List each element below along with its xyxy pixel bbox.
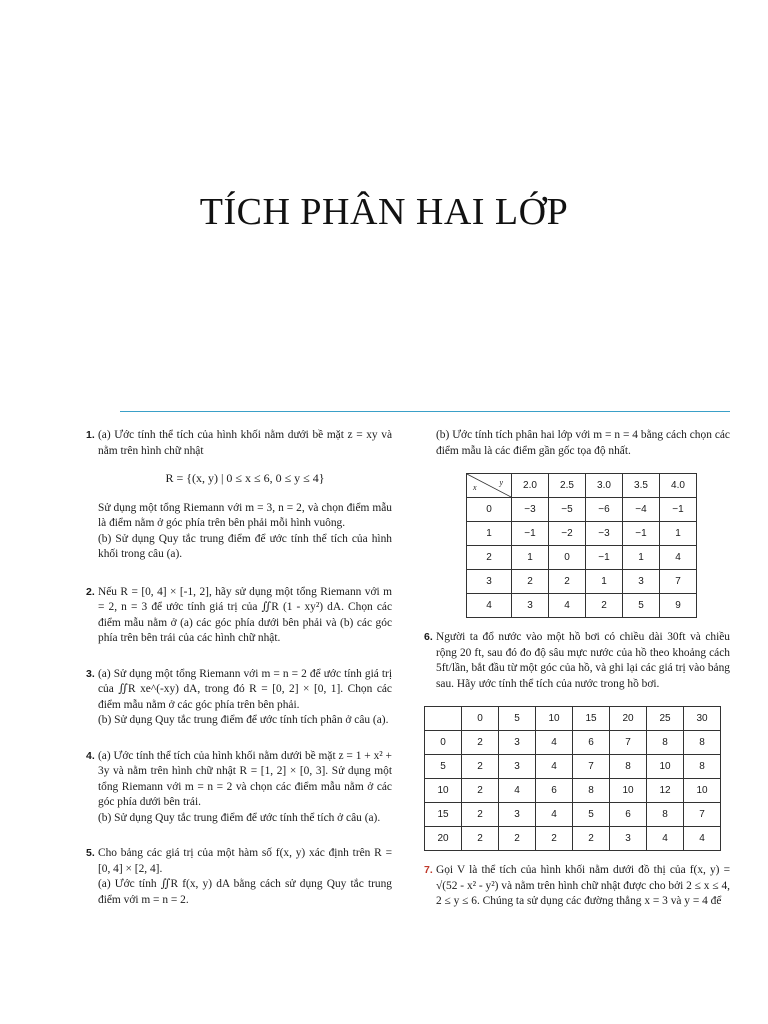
table-cell: 3 [499,731,536,755]
problem-5 [86,846,392,908]
table-row [425,755,721,779]
table-row-label: 20 [425,827,462,851]
table-cell: 8 [647,731,684,755]
table-header-cell: 30 [684,707,721,731]
problem-3 [86,667,392,729]
table-cell: 6 [573,731,610,755]
table-cell: −3 [512,498,549,522]
table-row-label: 1 [467,522,512,546]
problem-number: 2. [86,585,95,598]
values-table-problem-5 [466,473,697,618]
table-row [467,522,697,546]
table-header-cell: 3.0 [586,474,623,498]
table-cell: 5 [623,594,660,618]
table-cell: 4 [536,755,573,779]
table-row-label: 5 [425,755,462,779]
table-row [425,803,721,827]
table-cell: 6 [610,803,647,827]
table-row [467,570,697,594]
table-header-cell: 3.5 [623,474,660,498]
problem-number: 7. [424,864,433,876]
table-cell: 2 [499,827,536,851]
table-cell: 8 [573,779,610,803]
table-header-cell: 2.5 [549,474,586,498]
table-cell: 2 [536,827,573,851]
table-cell: −1 [660,498,697,522]
problem-text: Nếu R = [0, 4] × [-1, 2], hãy sử dụng một tổng Riemann với m = 2, n = 3 để ước tính giá trị của ∬R (1 - xy²) dA. Chọn các điểm mẫu nằm ở (a) các góc phía dưới bên phải và (b) các góc phía trên bên trái của các hình chữ nhật. [98,585,392,644]
table-header-cell: 15 [573,707,610,731]
depth-table-problem-6 [424,706,721,851]
problem-text: (a) Ước tính thể tích của hình khối nằm dưới bề mặt z = xy và nằm trên hình chữ nhật [98,429,392,457]
table-cell: 2 [549,570,586,594]
problem-text: (a) Ước tính ∬R f(x, y) dA bằng cách sử dụng Quy tắc trung điểm với m = n = 2. [98,878,392,906]
problem-2 [86,585,392,647]
table-header-cell: 25 [647,707,684,731]
region-formula: R = {(x, y) | 0 ≤ x ≤ 6, 0 ≤ y ≤ 4} [165,471,325,485]
problem-number: 4. [86,749,95,762]
table-header-cell: 10 [536,707,573,731]
table-row [425,779,721,803]
table-cell: 1 [660,522,697,546]
table-cell: 2 [462,827,499,851]
table-cell: 3 [623,570,660,594]
left-column [86,428,392,922]
table-row [425,827,721,851]
table-header-cell: 5 [499,707,536,731]
table-row [467,546,697,570]
table-cell: 10 [684,779,721,803]
table-cell: 2 [462,755,499,779]
table-corner-cell [425,707,462,731]
problem-6 [424,630,730,692]
table-cell: 1 [512,546,549,570]
table-header-row [425,707,721,731]
table-row-label: 4 [467,594,512,618]
table-cell: 10 [647,755,684,779]
table-cell: −1 [512,522,549,546]
table-cell: −6 [586,498,623,522]
table-cell: 8 [684,755,721,779]
page-title: TÍCH PHÂN HAI LỚP [199,191,569,233]
table-row-label: 10 [425,779,462,803]
table-cell: 12 [647,779,684,803]
table-cell: 10 [610,779,647,803]
table-cell: 7 [660,570,697,594]
table-row [467,498,697,522]
table-cell: 7 [610,731,647,755]
table-cell: −5 [549,498,586,522]
table-row-label: 0 [425,731,462,755]
problem-5b [424,428,730,459]
problem-1 [86,428,392,563]
problem-text: Cho bảng các giá trị của một hàm số f(x, y) xác định trên R = [0, 4] × [2, 4]. [98,847,392,875]
table-header-row [467,474,697,498]
table-row-label: 0 [467,498,512,522]
table-cell: 7 [684,803,721,827]
table-cell: 4 [536,731,573,755]
table-cell: 1 [586,570,623,594]
table-cell: 8 [647,803,684,827]
table-cell: 4 [549,594,586,618]
problem-text: (a) Sử dụng một tổng Riemann với m = n = 2 để ước tính giá trị của ∬R xe^(-xy) dA, trong đó R = [0, 2] × [0, 1]. Chọn các điểm mẫu nằm ở các góc phía trên bên phải. [98,667,392,711]
table-cell: −1 [623,522,660,546]
problem-text: (b) Sử dụng Quy tắc trung điểm để ước tính thể tích của hình khối trong câu (a). [98,532,392,560]
table-cell: 4 [660,546,697,570]
table-cell: 6 [536,779,573,803]
table-cell: 4 [499,779,536,803]
table-cell: −2 [549,522,586,546]
table-cell: 4 [647,827,684,851]
table-cell: 1 [623,546,660,570]
table-cell: 5 [573,803,610,827]
problem-text: Gọi V là thể tích của hình khối nằm dưới đồ thị của f(x, y) = √(52 - x² - y²) và nằm trên hình chữ nhật được cho bởi 2 ≤ x ≤ 4, 2 ≤ y ≤ 6. Chúng ta sử dụng các đường thẳng x = 3 và y = 4 để [436,864,730,907]
table-cell: −1 [586,546,623,570]
problem-number: 3. [86,667,95,680]
table-row-label: 3 [467,570,512,594]
problem-number: 5. [86,847,95,859]
table-row [467,594,697,618]
table-cell: 2 [573,827,610,851]
table-header-cell: 4.0 [660,474,697,498]
table-cell: 2 [512,570,549,594]
table-cell: 2 [462,803,499,827]
problem-text: Sử dụng một tổng Riemann với m = 3, n = 2, và chọn điểm mẫu là điểm nằm ở góc phía trên bên phải mỗi hình vuông. [98,501,392,529]
table-cell: 0 [549,546,586,570]
problem-text: (a) Ước tính thể tích của hình khối nằm dưới bề mặt z = 1 + x² + 3y và nằm trên hình chữ nhật R = [1, 2] × [0, 3]. Sử dụng một tổng Riemann với m = n = 2 và chọn các điểm mẫu nằm ở các góc phía dưới bên trái. [98,749,392,808]
table-cell: 3 [512,594,549,618]
table-cell: 3 [499,803,536,827]
problem-number: 1. [86,429,95,441]
section-divider [120,411,730,412]
corner-y-label: y [499,478,503,487]
problem-text: (b) Sử dụng Quy tắc trung điểm để ước tính thể tích ở câu (a). [98,811,381,824]
problem-text: (b) Ước tính tích phân hai lớp với m = n = 4 bằng cách chọn các điểm mẫu là các điểm gần gốc tọa độ nhất. [436,429,730,457]
table-header-cell: 0 [462,707,499,731]
table-cell: 2 [462,731,499,755]
table-corner-cell [467,474,512,498]
problem-number: 6. [424,631,433,643]
problem-text: (b) Sử dụng Quy tắc trung điểm để ước tính tích phân ở câu (a). [98,714,389,726]
table-header-cell: 20 [610,707,647,731]
table-cell: −4 [623,498,660,522]
table-cell: 8 [684,731,721,755]
problem-4 [86,749,392,827]
table-cell: 4 [684,827,721,851]
table-cell: −3 [586,522,623,546]
table-cell: 3 [499,755,536,779]
right-column [424,428,730,924]
table-cell: 2 [462,779,499,803]
table-cell: 2 [586,594,623,618]
table-row-label: 15 [425,803,462,827]
table-cell: 3 [610,827,647,851]
table-cell: 4 [536,803,573,827]
table-cell: 9 [660,594,697,618]
problem-text: Người ta đổ nước vào một hồ bơi có chiều dài 30ft và chiều rộng 20 ft, sau đó đo độ sâu mực nước của hồ theo khoảng cách 5ft/lần, bắt đầu từ một góc của hồ, và ghi lại các giá trị vào bảng sau. Hãy ước tính thể tích của nước trong hồ bơi. [436,631,730,690]
table-cell: 7 [573,755,610,779]
table-row [425,731,721,755]
corner-x-label: x [473,482,477,492]
table-header-cell: 2.0 [512,474,549,498]
table-row-label: 2 [467,546,512,570]
problem-7 [424,863,730,910]
table-cell: 8 [610,755,647,779]
